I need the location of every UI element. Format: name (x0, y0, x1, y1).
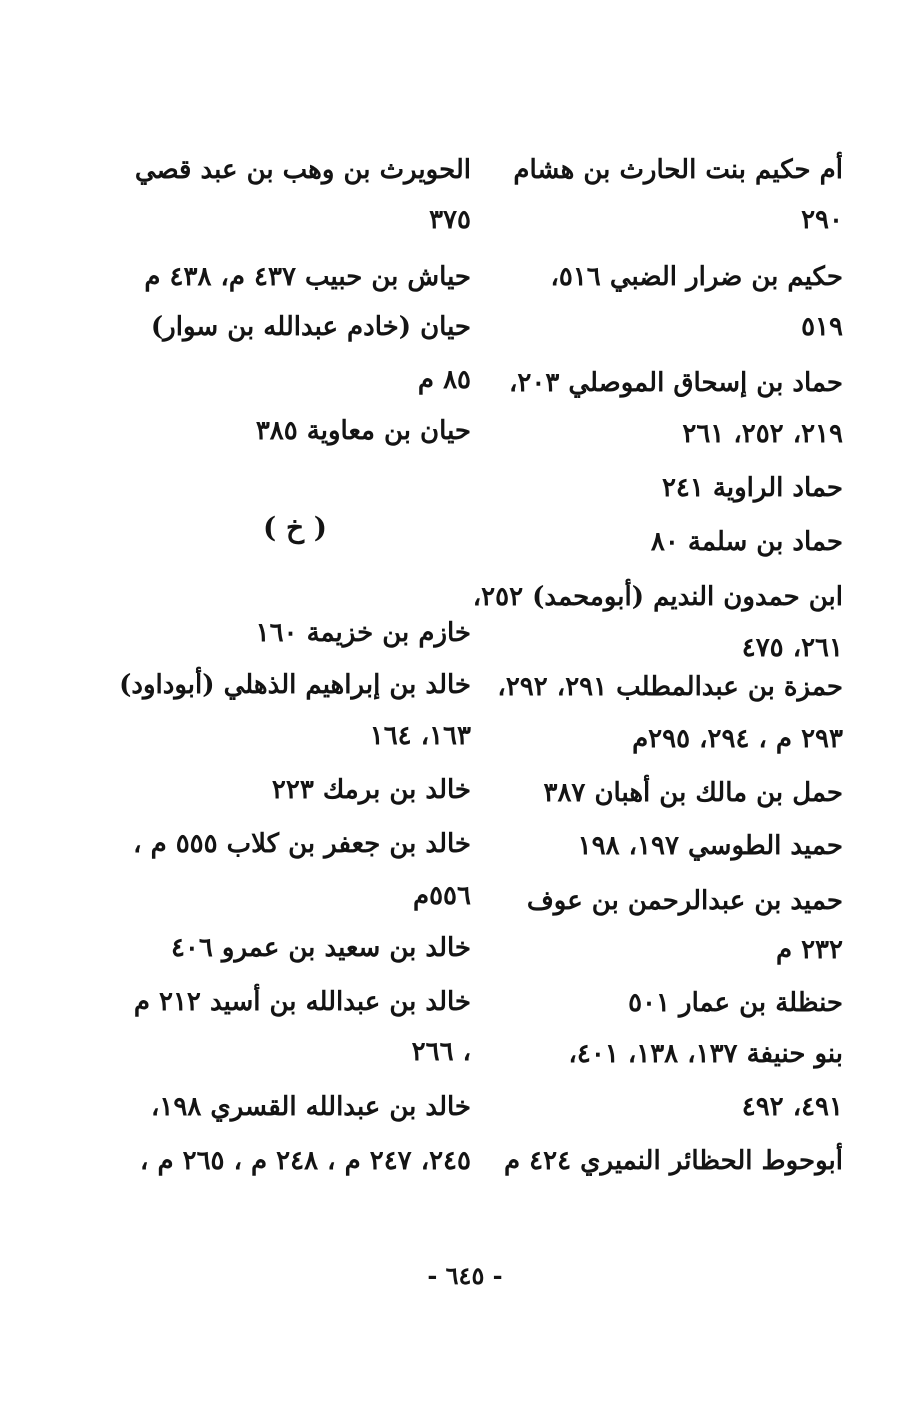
index-line: حمل بن مالك بن أهبان ٣٨٧ (543, 778, 843, 808)
index-line: ٢٩٣ م ، ٢٩٤، ٢٩٥م (632, 724, 843, 754)
index-line: خازم بن خزيمة ١٦٠ (255, 618, 471, 648)
index-line: أبوحوط الحظائر النميري ٤٢٤ م (504, 1146, 843, 1176)
index-line: حياش بن حبيب ٤٣٧ م، ٤٣٨ م (144, 262, 471, 292)
index-line: ٢٤٥، ٢٤٧ م ، ٢٤٨ م ، ٢٦٥ م ، (140, 1146, 471, 1176)
index-line: ٢٩٠ (801, 205, 843, 235)
index-line: خالد بن سعيد بن عمرو ٤٠٦ (170, 933, 471, 963)
index-line: أم حكيم بنت الحارث بن هشام (513, 155, 843, 185)
index-line: ابن حمدون النديم (أبومحمد) ٢٥٢، (472, 582, 843, 612)
index-line: خالد بن برمك ٢٢٣ (271, 775, 471, 805)
index-line: ٥١٩ (801, 312, 843, 342)
index-line: ٢٣٢ م (775, 935, 843, 965)
index-line: حماد بن سلمة ٨٠ (650, 527, 843, 557)
index-line: ٣٧٥ (429, 205, 471, 235)
index-line: الحويرث بن وهب بن عبد قصي (134, 155, 471, 185)
index-line: ٢١٩، ٢٥٢، ٢٦١ (682, 419, 843, 449)
index-line: حيان بن معاوية ٣٨٥ (255, 416, 471, 446)
index-line: حماد الراوية ٢٤١ (661, 473, 843, 503)
section-heading: ( خ ) (262, 511, 328, 544)
index-line: بنو حنيفة ١٣٧، ١٣٨، ٤٠١، (568, 1039, 843, 1069)
index-line: حنظلة بن عمار ٥٠١ (628, 988, 843, 1018)
page-number: - ٦٤٥ - (427, 1261, 503, 1290)
index-line: حميد الطوسي ١٩٧، ١٩٨ (577, 831, 843, 861)
index-line: حميد بن عبدالرحمن بن عوف (526, 886, 843, 916)
index-line: حمزة بن عبدالمطلب ٢٩١، ٢٩٢، (497, 672, 843, 702)
index-line: ٥٥٦م (412, 881, 471, 911)
index-line: ٨٥ م (417, 365, 471, 395)
index-line: خالد بن إبراهيم الذهلي (أبوداود) (119, 670, 471, 700)
index-line: خالد بن جعفر بن كلاب ٥٥٥ م ، (133, 829, 471, 859)
index-line: ٢٦١، ٤٧٥ (741, 633, 843, 663)
index-line: حكيم بن ضرار الضبي ٥١٦، (550, 262, 843, 292)
index-line: حماد بن إسحاق الموصلي ٢٠٣، (508, 368, 843, 398)
index-line: ١٦٣، ١٦٤ (369, 721, 471, 751)
index-line: خالد بن عبدالله بن أسيد ٢١٢ م (133, 987, 471, 1017)
index-line: ، ٢٦٦ (411, 1037, 471, 1067)
index-line: ٤٩١، ٤٩٢ (741, 1092, 843, 1122)
index-line: حيان (خادم عبدالله بن سوار) (150, 312, 471, 342)
index-line: خالد بن عبدالله القسري ١٩٨، (151, 1092, 471, 1122)
